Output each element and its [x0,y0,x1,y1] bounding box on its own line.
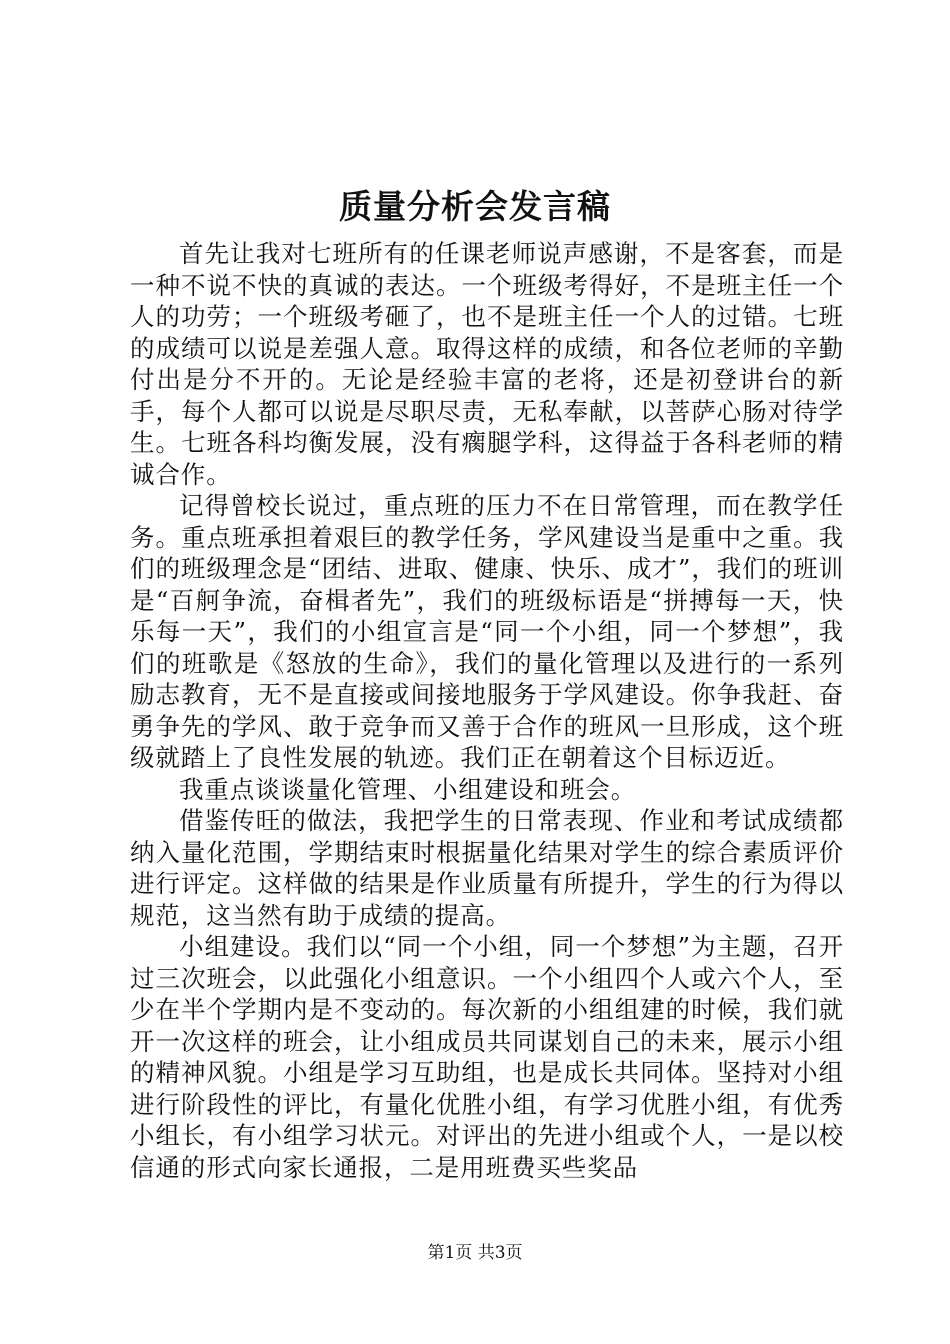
document-body [130,238,844,1183]
paragraph-focus-topics: 我重点谈谈量化管理、小组建设和班会。 [179,774,637,804]
paragraph-quantified-management: 借鉴传旺的做法，我把学生的日常表现、作业和考试成绩都纳入量化范围，学期结束时根据量化结果对学生的综合素质评价进行评定。这样做的结果是作业质量有所提升，学生的行为得以规范，这当然有助于成绩的提高。 [130,806,844,930]
paragraph-group-building: 小组建设。我们以“同一个小组，同一个梦想”为主题，召开过三次班会，以此强化小组意识。一个小组四个人或六个人，至少在半个学期内是不变动的。每次新的小组组建的时候，我们就开一次这样的班会，让小组成员共同谋划自己的未来，展示小组的精神风貌。小组是学习互助组，也是成长共同体。坚持对小组进行阶段性的评比，有量化优胜小组，有学习优胜小组，有优秀小组长，有小组学习状元。对评出的先进小组或个人，一是以校信通的形式向家长通报，二是用班费买些奖品 [130,932,844,1182]
page-number: 第1页 共3页 [427,1243,523,1263]
paragraph-thanks: 首先让我对七班所有的任课老师说声感谢，不是客套，而是一种不说不快的真诚的表达。一个班级考得好，不是班主任一个人的功劳；一个班级考砸了，也不是班主任一个人的过错。七班的成绩可以说是差强人意。取得这样的成绩，和各位老师的辛勤付出是分不开的。无论是经验丰富的老将，还是初登讲台的新手，每个人都可以说是尽职尽责，无私奉献，以菩萨心肠对待学生。七班各科均衡发展，没有瘸腿学科，这得益于各科老师的精诚合作。 [130,239,844,489]
paragraph-study-atmosphere: 记得曾校长说过，重点班的压力不在日常管理，而在教学任务。重点班承担着艰巨的教学任务，学风建设当是重中之重。我们的班级理念是“团结、进取、健康、快乐、成才”，我们的班训是“百舸争流，奋楫者先”，我们的班级标语是“拼搏每一天，快乐每一天”，我们的小组宣言是“同一个小组，同一个梦想”，我们的班歌是《怒放的生命》，我们的量化管理以及进行的一系列励志教育，无不是直接或间接地服务于学风建设。你争我赶、奋勇争先的学风、敢于竞争而又善于合作的班风一旦形成，这个班级就踏上了良性发展的轨迹。我们正在朝着这个目标迈近。 [130,491,844,772]
page-title: 质量分析会发言稿 [339,187,611,226]
